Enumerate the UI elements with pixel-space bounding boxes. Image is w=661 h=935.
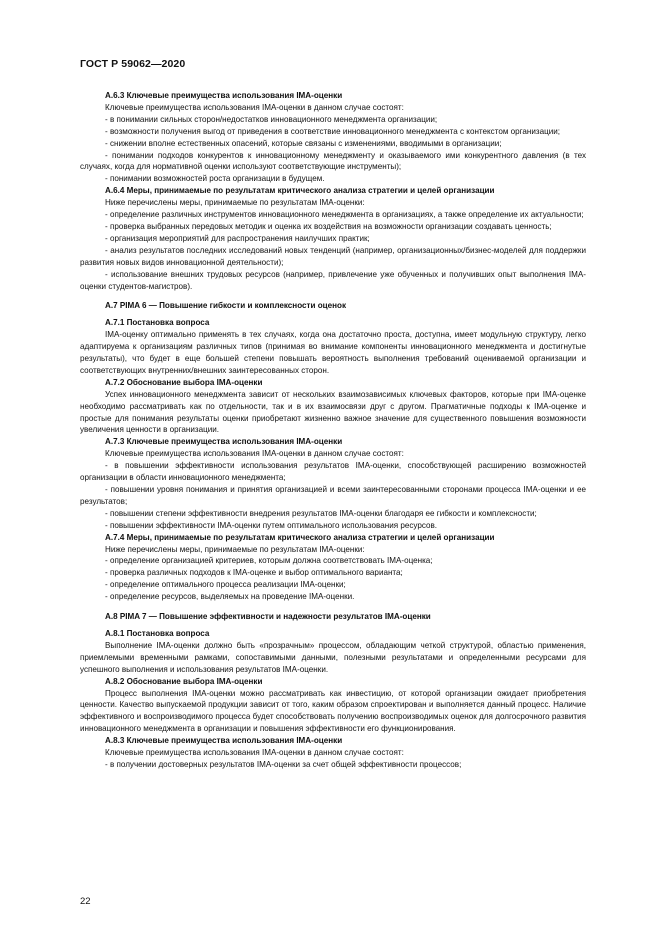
list-item: - повышении степени эффективности внедрения результатов IMA-оценки благодаря ее гибкости и комплексности; [105, 508, 537, 518]
section-heading: А.8 PIMA 7 — Повышение эффективности и надежности результатов IMA-оценки [105, 612, 431, 622]
document-header: ГОСТ Р 59062—2020 [80, 58, 186, 70]
list-item: - в понимании сильных сторон/недостатков инновационного менеджмента организации; [105, 114, 438, 124]
list-item: - понимании подходов конкурентов к инновационному менеджменту и оказываемого ими конкурентного давления (в тех случаях, когда для нормативной оценки используют соответствующие инструменты); [80, 150, 586, 172]
paragraph: Процесс выполнения IMA-оценки можно рассматривать как инвестицию, от которой организации ожидает приобретения ценности. Качество выпускаемой продукции зависит от того, каким образом спроектирован и выполняется данный процесс. Наличие эффективного и воспроизводимого процесса будет способствовать получению воспроизводимых оценок для долгосрочного развития инновационного менеджмента в организации и повышения эффективности его функционирования. [80, 688, 586, 734]
list-item: - определение различных инструментов инновационного менеджмента в организациях, а также определение их актуальности; [105, 210, 584, 220]
list-item: - использование внешних трудовых ресурсов (например, привлечение уже обученных и получивших опыт выполнения IMA-оценки студентов-магистров). [80, 269, 586, 291]
subsection-heading: А.6.3 Ключевые преимущества использования IMA-оценки [105, 91, 343, 100]
list-item: - анализ результатов последних исследований новых тенденций (например, организационных/бизнес-моделей для поддержки развития новых видов инновационной деятельности); [80, 245, 586, 267]
paragraph: Ключевые преимущества использования IMA-оценки в данном случае состоят: [105, 102, 404, 112]
document-body [80, 90, 586, 771]
subsection-heading: А.8.3 Ключевые преимущества использования IMA-оценки [105, 736, 343, 746]
list-item: - возможности получения выгод от приведения в соответствие инновационного менеджмента с контекстом организации; [105, 126, 561, 136]
list-item: - в получении достоверных результатов IMA-оценки за счет общей эффективности процессов; [105, 759, 462, 769]
paragraph: Выполнение IMA-оценки должно быть «прозрачным» процессом, обладающим четкой структурой, областью применения, приемлемыми временными рамками, сопоставимыми данными, полезными результатами и определенными ресурсами для успешного выполнения и использования результатов IMA-оценки. [80, 640, 586, 674]
list-item: - повышении уровня понимания и принятия организацией и всеми заинтересованными сторонами процесса IMA-оценки и ее результатов; [80, 485, 586, 506]
paragraph: Ключевые преимущества использования IMA-оценки в данном случае состоят: [105, 449, 404, 459]
paragraph: Ниже перечислены меры, принимаемые по результатам IMA-оценки: [105, 198, 365, 208]
list-item: - определение организацией критериев, которым должна соответствовать IMA-оценка; [105, 556, 433, 566]
paragraph: IMA-оценку оптимально применять в тех случаях, когда она достаточно проста, доступна, имеет модульную структуру, легко адаптируема к организациям различных типов (принимая во внимание компоненты инновационного менеджмента и достигнутые результаты), что будет в еще большей степени повышать вероятность выполнения требований оцениваемой организации и соответствующих внутренних/внешних заинтересованных сторон. [80, 330, 586, 375]
list-item: - понимании возможностей роста организации в будущем. [105, 174, 325, 184]
list-item: - проверка выбранных передовых методик и оценка их воздействия на возможности организации создавать ценность; [105, 221, 552, 231]
subsection-heading: А.7.2 Обоснование выбора IMA-оценки [105, 377, 263, 387]
list-item: - повышении эффективности IMA-оценки путем оптимального использования ресурсов. [105, 520, 438, 530]
paragraph: Успех инновационного менеджмента зависит от нескольких взаимозависимых ключевых факторов, которые при IMA-оценке необходимо рассматривать как по отдельности, так и в их взаимосвязи друг с другом. Прагматичные подходы к IMA-оценке и простые для понимания результаты оценки приобретают жизненно важное значение для существенного повышения возможности увеличения ценности в организации. [80, 389, 586, 435]
paragraph: Ключевые преимущества использования IMA-оценки в данном случае состоят: [105, 748, 404, 758]
list-item: - определение ресурсов, выделяемых на проведение IMA-оценки. [105, 592, 355, 602]
list-item: - определение оптимального процесса реализации IMA-оценки; [105, 580, 346, 590]
subsection-heading: А.7.3 Ключевые преимущества использования IMA-оценки [105, 437, 343, 447]
paragraph: Ниже перечислены меры, принимаемые по результатам IMA-оценки: [105, 544, 365, 554]
subsection-heading: А.7.1 Постановка вопроса [105, 318, 210, 328]
list-item: - в повышении эффективности использования результатов IMA-оценки, способствующей расширению возможностей организации в области инновационного менеджмента; [80, 461, 586, 483]
list-item: - организация мероприятий для распространения наилучших практик; [105, 233, 370, 243]
subsection-heading: А.7.4 Меры, принимаемые по результатам критического анализа стратегии и целей организации [105, 532, 495, 542]
list-item: - снижении вполне естественных опасений, которые связаны с изменениями, вводимыми в организации; [105, 138, 502, 148]
section-heading: А.7 PIMA 6 — Повышение гибкости и комплексности оценок [105, 301, 347, 311]
subsection-heading: А.8.1 Постановка вопроса [105, 628, 210, 638]
page-number: 22 [80, 896, 91, 907]
subsection-heading: А.6.4 Меры, принимаемые по результатам критического анализа стратегии и целей организации [105, 186, 495, 196]
list-item: - проверка различных подходов к IMA-оценке и выбор оптимального варианта; [105, 568, 403, 578]
subsection-heading: А.8.2 Обоснование выбора IMA-оценки [105, 676, 263, 686]
